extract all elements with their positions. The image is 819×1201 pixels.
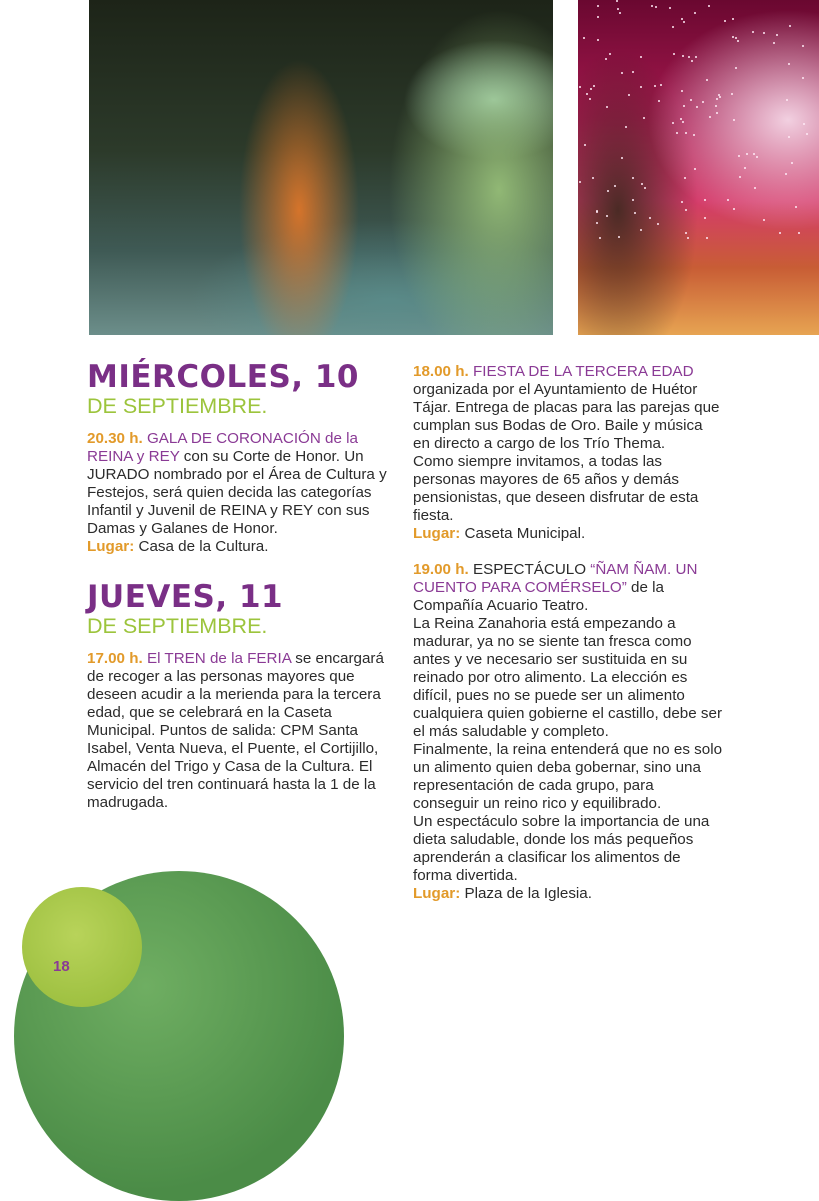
event-location xyxy=(87,538,392,556)
firework-spark xyxy=(735,67,737,69)
firework-spark xyxy=(706,79,708,81)
firework-spark xyxy=(735,37,737,39)
firework-spark xyxy=(618,236,620,238)
firework-spark xyxy=(681,201,683,203)
firework-spark xyxy=(789,25,791,27)
event-location xyxy=(413,525,723,543)
day-title-miercoles: MIÉRCOLES, 10 xyxy=(87,359,359,395)
firework-spark xyxy=(704,199,706,201)
firework-spark xyxy=(632,177,634,179)
firework-spark xyxy=(732,36,734,38)
firework-spark xyxy=(688,56,690,58)
firework-spark xyxy=(708,5,710,7)
decorative-lime-circle xyxy=(22,887,142,1007)
firework-spark xyxy=(632,199,634,201)
firework-spark xyxy=(682,121,684,123)
right-column xyxy=(413,363,723,903)
firework-spark xyxy=(597,39,599,41)
event-description-2: Finalmente, la reina entenderá que no es solo un alimento quien deba gobernar, sino una representación de cada grupo, para conseguir un reino rico y equilibrado. xyxy=(413,741,723,812)
firework-spark xyxy=(788,63,790,65)
theatre-performance-photo xyxy=(89,0,553,335)
firework-spark xyxy=(597,16,599,18)
firework-spark xyxy=(605,58,607,60)
firework-spark xyxy=(632,71,634,73)
firework-spark xyxy=(669,7,671,9)
firework-spark xyxy=(696,106,698,108)
firework-spark xyxy=(763,32,765,34)
event-description: La Reina Zanahoria está empezando a madurar, ya no se siente tan fresca como antes y ve necesario ser sustituida en su reinado por otro alimento. La elección es difícil, pues no se puede ser un alimento cualquiera quien gobierne el castillo, debe ser el más saludable y completo. xyxy=(413,615,723,740)
event-location xyxy=(413,885,723,903)
firework-spark xyxy=(597,5,599,7)
location-value: Plaza de la Iglesia. xyxy=(460,885,592,902)
firework-spark xyxy=(737,40,739,42)
event-name: El TREN de la FERIA xyxy=(146,650,292,667)
firework-spark xyxy=(616,0,618,2)
firework-spark xyxy=(691,60,693,62)
firework-spark xyxy=(694,168,696,170)
firework-spark xyxy=(693,134,695,136)
left-column xyxy=(87,360,392,812)
firework-spark xyxy=(687,237,689,239)
firework-spark xyxy=(655,6,657,8)
firework-spark xyxy=(589,98,591,100)
firework-spark xyxy=(599,237,601,239)
firework-spark xyxy=(685,232,687,234)
day-subtitle-miercoles: DE SEPTIEMBRE. xyxy=(87,394,268,418)
firework-spark xyxy=(802,45,804,47)
firework-spark xyxy=(798,232,800,234)
firework-spark xyxy=(614,185,616,187)
firework-spark xyxy=(586,93,588,95)
firework-spark xyxy=(694,12,696,14)
event-description: con su Corte de Honor. Un JURADO nombrado por el Área de Cultura y Festejos, será quien decida las categorías Infantil y Juvenil de REINA y REY con sus Damas y Galanes de Honor. xyxy=(87,448,387,537)
firework-spark xyxy=(685,209,687,211)
firework-spark xyxy=(654,85,656,87)
firework-spark xyxy=(776,34,778,36)
firework-spark xyxy=(706,237,708,239)
firework-spark xyxy=(681,18,683,20)
firework-spark xyxy=(716,112,718,114)
event-description-3: Un espectáculo sobre la importancia de una dieta saludable, donde los más pequeños aprenderán a clasificar los alimentos de forma divertida. xyxy=(413,813,710,884)
firework-spark xyxy=(727,199,729,201)
firework-spark xyxy=(579,86,581,88)
firework-spark xyxy=(779,232,781,234)
page-number: 18 xyxy=(53,958,70,975)
firework-spark xyxy=(753,153,755,155)
firework-spark xyxy=(683,21,685,23)
event-time: 20.30 h. xyxy=(87,430,143,447)
firework-spark xyxy=(756,156,758,158)
firework-spark xyxy=(643,117,645,119)
firework-spark xyxy=(733,208,735,210)
firework-spark xyxy=(739,176,741,178)
firework-spark xyxy=(606,215,608,217)
firework-spark xyxy=(785,173,787,175)
firework-spark xyxy=(746,153,748,155)
firework-spark xyxy=(592,177,594,179)
firework-spark xyxy=(718,94,720,96)
firework-spark xyxy=(644,187,646,189)
firework-spark xyxy=(676,132,678,134)
firework-spark xyxy=(738,155,740,157)
firework-spark xyxy=(590,88,592,90)
location-value: Casa de la Cultura. xyxy=(134,538,269,555)
location-label: Lugar: xyxy=(413,885,461,902)
firework-spark xyxy=(702,101,704,103)
day-title-jueves: JUEVES, 11 xyxy=(87,579,284,615)
location-label: Lugar: xyxy=(413,525,461,542)
firework-spark xyxy=(731,93,733,95)
firework-spark xyxy=(681,90,683,92)
firework-spark xyxy=(684,177,686,179)
firework-spark xyxy=(640,86,642,88)
firework-spark xyxy=(690,99,692,101)
firework-spark xyxy=(606,106,608,108)
firework-spark xyxy=(621,72,623,74)
firework-spark xyxy=(763,219,765,221)
firework-spark xyxy=(795,206,797,208)
firework-spark xyxy=(803,123,805,125)
firework-spark xyxy=(754,187,756,189)
day-subtitle-jueves: DE SEPTIEMBRE. xyxy=(87,614,268,638)
firework-spark xyxy=(658,100,660,102)
firework-spark xyxy=(791,162,793,164)
location-value: Caseta Municipal. xyxy=(460,525,586,542)
firework-spark xyxy=(680,118,682,120)
event-time: 19.00 h. xyxy=(413,561,469,578)
firework-spark xyxy=(596,222,598,224)
event-name: “ÑAM ÑAM. UN CUENTO PARA COMÉRSELO” xyxy=(413,561,698,596)
firework-spark xyxy=(593,85,595,87)
firework-spark xyxy=(802,77,804,79)
firework-spark xyxy=(695,56,697,58)
firework-spark xyxy=(621,157,623,159)
event-time: 18.00 h. xyxy=(413,363,469,380)
location-label: Lugar: xyxy=(87,538,135,555)
firework-spark xyxy=(788,136,790,138)
firework-spark xyxy=(619,12,621,14)
event-gala-coronacion xyxy=(87,430,392,538)
firework-spark xyxy=(651,5,653,7)
firework-spark xyxy=(641,183,643,185)
fireworks-photo xyxy=(578,0,819,335)
event-prefix: ESPECTÁCULO xyxy=(468,561,591,578)
event-description: organizada por el Ayuntamiento de Huétor Tájar. Entrega de placas para las parejas que cumplan sus Bodas de Oro. Baile y música en directo a cargo de los Trío Thema. xyxy=(413,381,720,452)
firework-spark xyxy=(596,211,598,213)
firework-spark xyxy=(715,105,717,107)
firework-spark xyxy=(744,167,746,169)
firework-spark xyxy=(806,133,808,135)
firework-spark xyxy=(649,217,651,219)
firework-spark xyxy=(584,144,586,146)
firework-spark xyxy=(672,26,674,28)
firework-spark xyxy=(625,126,627,128)
firework-spark xyxy=(660,84,662,86)
firework-spark xyxy=(709,116,711,118)
firework-spark xyxy=(617,8,619,10)
event-description-extra: Como siempre invitamos, a todas las personas mayores de 65 años y demás pensionistas, que deseen disfrutar de esta fiesta. xyxy=(413,453,699,524)
firework-spark xyxy=(672,122,674,124)
firework-spark xyxy=(640,229,642,231)
firework-spark xyxy=(685,132,687,134)
firework-spark xyxy=(583,37,585,39)
firework-spark xyxy=(640,56,642,58)
event-name: FIESTA DE LA TERCERA EDAD xyxy=(472,363,694,380)
firework-spark xyxy=(733,119,735,121)
firework-spark xyxy=(719,96,721,98)
firework-spark xyxy=(673,53,675,55)
event-tercera-edad xyxy=(413,363,723,453)
firework-spark xyxy=(607,190,609,192)
firework-spark xyxy=(752,31,754,33)
firework-spark xyxy=(724,20,726,22)
firework-spark xyxy=(628,94,630,96)
firework-spark xyxy=(634,212,636,214)
event-description: se encargará de recoger a las personas mayores que deseen acudir a la merienda para la tercera edad, que se celebrará en la Caseta Municipal. Puntos de salida: CPM Santa Isabel, Venta Nueva, el Puente, el Cortijillo, Almacén del Trigo y Casa de la Cultura. El servicio del tren continuará hasta la 1 de la madrugada. xyxy=(87,650,384,811)
firework-spark xyxy=(609,53,611,55)
firework-spark xyxy=(682,55,684,57)
event-suffix: de la Compañía Acuario Teatro. xyxy=(413,579,664,614)
event-espectaculo xyxy=(413,561,723,615)
firework-spark xyxy=(732,18,734,20)
firework-spark xyxy=(704,217,706,219)
firework-spark xyxy=(657,223,659,225)
firework-spark xyxy=(716,98,718,100)
firework-spark xyxy=(786,99,788,101)
firework-spark xyxy=(773,42,775,44)
event-tren-feria xyxy=(87,650,392,812)
firework-spark xyxy=(579,181,581,183)
event-time: 17.00 h. xyxy=(87,650,143,667)
firework-spark xyxy=(683,105,685,107)
event-name: GALA DE CORONACIÓN de la REINA y REY xyxy=(87,430,358,465)
